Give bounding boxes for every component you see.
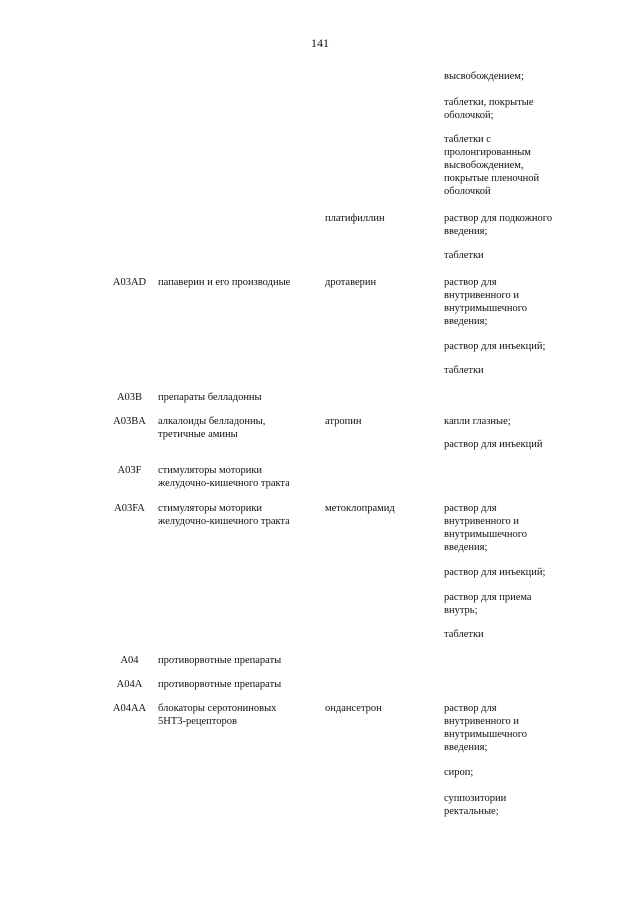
dosage-form: капли глазные;	[444, 416, 511, 427]
dosage-form: таблетки, покрытые оболочкой;	[444, 97, 534, 121]
group-name: алкалоиды белладонны, третичные амины	[158, 416, 266, 440]
drug-name: дротаверин	[325, 277, 377, 288]
dosage-form: раствор для инъекций;	[444, 567, 546, 578]
drug-name: платифиллин	[325, 213, 385, 224]
atc-code: A03B	[116, 392, 143, 403]
dosage-form: таблетки	[444, 250, 484, 261]
page-number: 141	[311, 36, 329, 50]
dosage-form: таблетки	[444, 365, 484, 376]
group-name: блокаторы серотониновых 5HT3-рецепторов	[158, 703, 277, 727]
atc-code: A03F	[117, 465, 142, 476]
dosage-form: сироп;	[444, 767, 474, 778]
dosage-form: раствор для подкожного введения;	[444, 213, 553, 237]
dosage-form: таблетки с пролонгированным высвобождением, покрытые пленочной оболочкой	[444, 134, 540, 197]
dosage-form: раствор для внутривенного и внутримышечного введения;	[444, 277, 528, 327]
dosage-form: высвобождением;	[444, 71, 524, 82]
atc-code: A03FA	[114, 503, 145, 514]
atc-code: A04A	[116, 679, 143, 690]
dosage-form: таблетки	[444, 629, 484, 640]
dosage-form: суппозитории ректальные;	[444, 793, 507, 817]
drug-name: ондансетрон	[325, 703, 382, 714]
atc-code: A04	[120, 655, 139, 666]
dosage-form: раствор для инъекций;	[444, 341, 546, 352]
group-name: противорвотные препараты	[158, 679, 282, 690]
group-name: папаверин и его производные	[158, 277, 291, 288]
drug-name: метоклопрамид	[325, 503, 395, 514]
dosage-form: раствор для инъекций	[444, 439, 543, 450]
drug-name: атропин	[325, 416, 362, 427]
group-name: препараты белладонны	[158, 392, 262, 403]
atc-code: A04AA	[112, 703, 147, 714]
dosage-form: раствор для внутривенного и внутримышечного введения;	[444, 703, 528, 753]
group-name: стимуляторы моторики желудочно-кишечного тракта	[158, 503, 290, 527]
dosage-form: раствор для приема внутрь;	[444, 592, 532, 616]
atc-code: A03AD	[112, 277, 147, 288]
group-name: противорвотные препараты	[158, 655, 282, 666]
atc-code: A03BA	[113, 416, 146, 427]
group-name: стимуляторы моторики желудочно-кишечного тракта	[158, 465, 290, 489]
dosage-form: раствор для внутривенного и внутримышечного введения;	[444, 503, 528, 553]
